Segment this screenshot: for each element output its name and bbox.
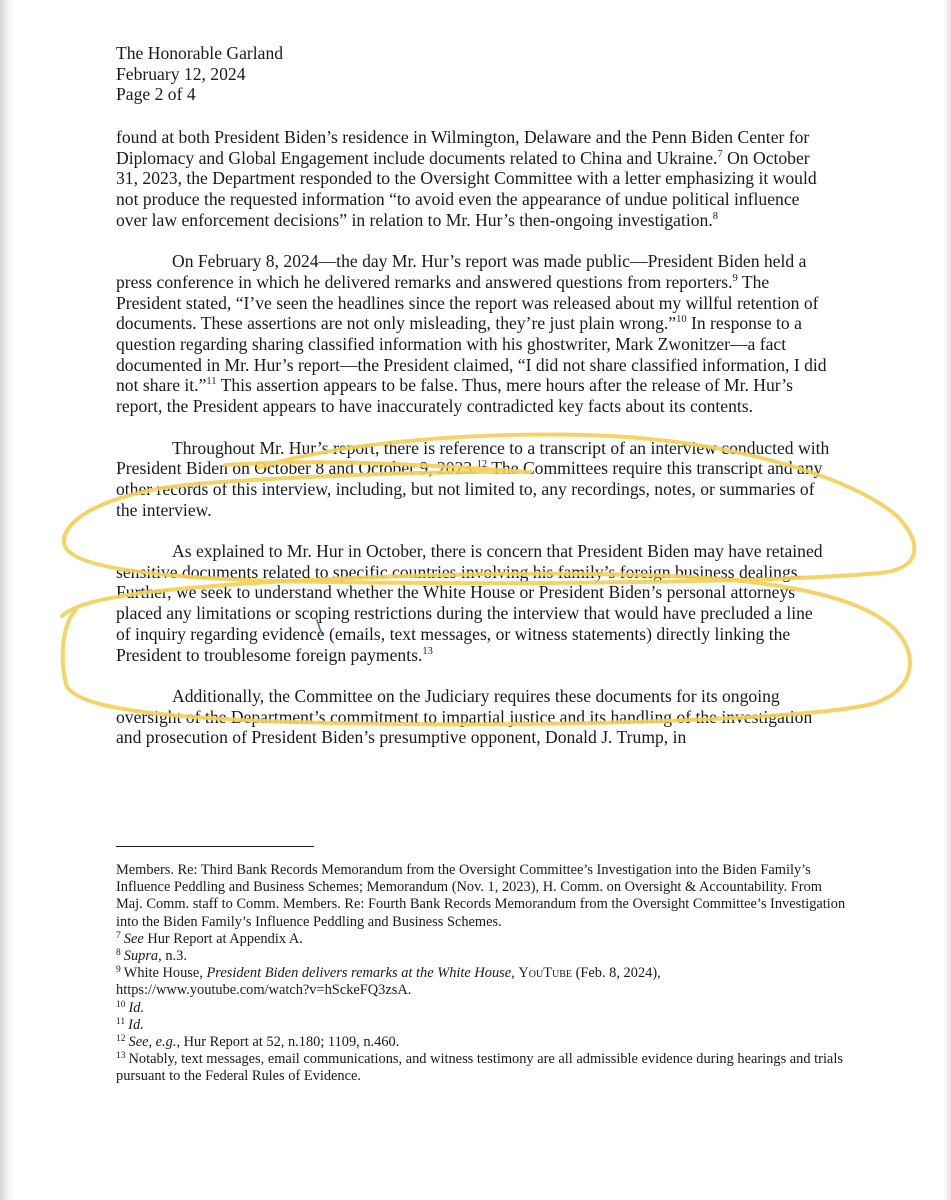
paragraph-2-text-c: In response to a question regarding sharing classified information with his ghostwriter, Mark Zwonitzer—a fact documented in Mr. Hur’s report—the President claimed, “I did not share classified information, I did not share it.” xyxy=(116,313,827,396)
footnote-separator xyxy=(116,846,314,847)
footnote-10 xyxy=(116,1000,846,1017)
footnote-10-text: Id. xyxy=(128,999,145,1016)
footnote-8-number: 8 xyxy=(116,948,121,959)
footnote-7 xyxy=(116,931,846,948)
footnote-11-number: 11 xyxy=(116,1016,126,1027)
footnote-12-signal: See, e.g. xyxy=(128,1034,177,1051)
paragraph-1-text-b: On October 31, 2023, the Department responded to the Oversight Committee with a letter emphasizing it would not produce the requested information “to avoid even the appearance of undue political influence over law enforcement decisions” in relation to Mr. Hur’s then-ongoing investigation. xyxy=(116,147,817,230)
footnote-ref-7[interactable]: 7 xyxy=(717,148,723,160)
header-date: February 12, 2024 xyxy=(116,63,246,84)
footnote-8-signal: Supra xyxy=(123,948,159,965)
footnote-9-number: 9 xyxy=(116,965,121,976)
header-page-number: Page 2 of 4 xyxy=(116,84,196,104)
paragraph-4 xyxy=(116,541,831,665)
paragraph-3-text-a: Throughout Mr. Hur’s report, there is reference to a transcript of an interview conducted with President Biden on October 8 and October 9, 2023. xyxy=(116,437,830,479)
footnote-ref-10[interactable]: 10 xyxy=(676,314,687,326)
page-shadow-right xyxy=(943,0,951,1200)
footnote-9-comma: , xyxy=(511,965,519,982)
footnote-13 xyxy=(116,1051,846,1085)
page-shadow-left xyxy=(0,0,14,1200)
footnote-ref-8[interactable]: 8 xyxy=(712,210,718,222)
paragraph-1-text-a: found at both President Biden’s residence in Wilmington, Delaware and the Penn Biden Center for Diplomacy and Global Engagement include documents related to China and Ukraine. xyxy=(116,127,810,168)
footnotes xyxy=(116,862,846,1086)
footnote-9 xyxy=(116,965,846,999)
footnote-12-number: 12 xyxy=(116,1034,126,1045)
paragraph-5-text-a: Additionally, the Committee on the Judiciary requires these documents for its ongoing oversight of the Department’s commitment to impartial justice and its handling of the investigation and prosecution of President Biden’s presumptive opponent, Donald J. Trump, in xyxy=(116,685,813,748)
footnote-7-signal: See xyxy=(123,930,144,947)
footnote-12 xyxy=(116,1034,846,1051)
paragraph-2-text-a: On February 8, 2024—the day Mr. Hur’s report was made public—President Biden held a press conference in which he delivered remarks and answered questions from reporters. xyxy=(116,251,807,292)
paragraph-2-text-d: This assertion appears to be false. Thus, mere hours after the release of Mr. Hur’s report, the President appears to have inaccurately contradicted key facts about its contents. xyxy=(116,375,794,417)
footnote-8 xyxy=(116,948,846,965)
footnote-12-text: , Hur Report at 52, n.180; 1109, n.460. xyxy=(176,1034,400,1051)
footnote-8-text: , n.3. xyxy=(158,948,187,965)
header-recipient: The Honorable Garland xyxy=(116,43,284,63)
footnote-9-link[interactable]: (Feb. 8, 2024), https://www.youtube.com/watch?v=hSckeFQ3zsA. xyxy=(116,965,661,999)
footnote-11 xyxy=(116,1017,846,1034)
paragraph-1 xyxy=(116,127,831,231)
paragraph-2-text-b: The President stated, “I’ve seen the headlines since the report was released about my willful retention of documents. These assertions are not only misleading, they’re just plain wrong.” xyxy=(116,271,819,334)
letter-header xyxy=(116,43,283,105)
footnote-13-text: Notably, text messages, email communications, and witness testimony are all admissible evidence during hearings and trials pursuant to the Federal Rules of Evidence. xyxy=(116,1051,843,1085)
letter-body xyxy=(116,127,831,748)
footnote-9-source: White House, xyxy=(123,965,207,982)
footnote-10-number: 10 xyxy=(116,999,126,1010)
paragraph-5 xyxy=(116,686,831,748)
footnote-ref-11[interactable]: 11 xyxy=(206,376,217,388)
paragraph-4-text-a: As explained to Mr. Hur in October, there is concern that President Biden may have retained sensitive documents related to specific countries involving his family’s foreign business dealings. Further, we seek to understand whether the White House or President Biden’s personal attorneys placed any limitations or scoping restrictions during the interview that would have precluded a line of inquiry regarding evidence (emails, text messages, or witness statements) directly linking the President to troublesome foreign payments. xyxy=(116,541,823,665)
footnote-ref-9[interactable]: 9 xyxy=(732,272,738,284)
footnote-11-text: Id. xyxy=(128,1016,144,1033)
footnote-9-title: President Biden delivers remarks at the White House xyxy=(206,965,512,982)
footnote-ref-12[interactable]: 12 xyxy=(476,459,488,471)
paragraph-3 xyxy=(116,438,831,521)
footnote-9-platform: YouTube xyxy=(518,965,572,982)
paragraph-3-text-b: The Committees require this transcript and any other records of this interview, including, but not limited to, any recordings, notes, or summaries of the interview. xyxy=(116,458,823,520)
footnote-13-number: 13 xyxy=(116,1051,126,1062)
footnote-ref-13[interactable]: 13 xyxy=(422,645,433,657)
footnote-7-number: 7 xyxy=(116,930,121,941)
paragraph-2 xyxy=(116,251,831,417)
footnote-continued: Members. Re: Third Bank Records Memorandum from the Oversight Committee’s Investigation into the Biden Family’s Influence Peddling and Business Schemes; Memorandum (Nov. 1, 2023), H. Comm. on Oversight & Accountability. From Maj. Comm. staff to Comm. Members. Re: Fourth Bank Records Memorandum from the Oversight Committee’s Investigation into the Biden Family’s Influence Peddling and Business Schemes. xyxy=(116,862,846,930)
footnote-7-text: Hur Report at Appendix A. xyxy=(143,930,303,947)
